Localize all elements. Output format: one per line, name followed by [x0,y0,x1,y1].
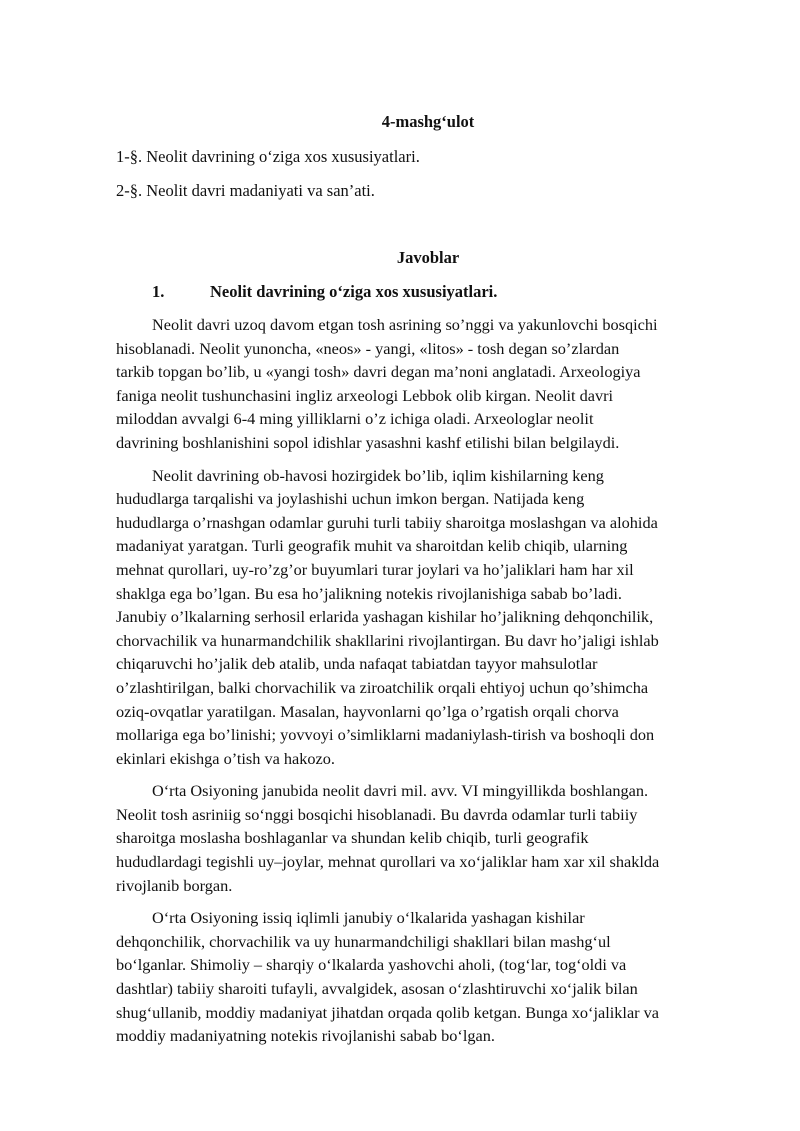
paragraph-line: shug‘ullanib, moddiy madaniyat jihatdan orqada qolib ketgan. Bunga xo‘jaliklar va [116,1002,660,1022]
paragraph-line: hududlardagi tegishli uy–joylar, mehnat qurollari va xo‘jaliklar ham xar xil shaklda [116,852,660,872]
paragraph-line: hisoblanadi. Neolit yunoncha, «neos» - yangi, «litos» - tosh degan so’zlardan [116,338,620,358]
body-paragraph [116,313,746,455]
paragraph-line: madaniyat yaratgan. Turli geografik muhit va sharoitdan kelib chiqib, ularning [116,536,628,556]
section-heading [152,282,497,302]
paragraph-line: hududlarga tarqalishi va joylashishi uchun imkon bergan. Natijada keng [116,489,585,509]
paragraph-line: dashtlar) tabiiy sharoiti tufayli, avvalgidek, asosan o‘zlashtiruvchi xo‘jalik bilan [116,979,638,999]
lesson-title: 4-mashg‘ulot [381,112,475,131]
body-paragraph [116,906,746,1048]
paragraph-line: oziq-ovqatlar yaratilgan. Masalan, hayvonlarni qo’lga o’rgatish orqali chorva [116,701,619,721]
paragraph-line: mollariga ega bo’linishi; yovvoyi o’simliklarni madaniylash-tirish va boshoqli don [116,725,655,745]
paragraph-line: bo‘lganlar. Shimoliy – sharqiy o‘lkalarda yashovchi aholi, (tog‘lar, tog‘oldi va [116,955,627,975]
paragraph-line: tarkib topgan bo’lib, u «yangi tosh» davri degan ma’noni anglatadi. Arxeologiya [116,362,641,382]
body-paragraph [116,779,746,897]
paragraph-line: mehnat qurollari, uy-ro’zg’or buyumlari turar joylari va ho’jaliklari ham har xil [116,559,634,579]
answers-title: Javoblar [396,248,460,267]
paragraph-line: dehqonchilik, chorvachilik va uy hunarmandchiligi shakllari bilan mashg‘ul [116,931,611,951]
paragraph-line: o’zlashtirilgan, balki chorvachilik va ziroatchilik orqali ehtiyoj uchun qo’shimcha [116,677,649,697]
paragraph-line: faniga neolit tushunchasini ingliz arxeologi Lebbok olib kirgan. Neolit davri [116,385,614,405]
paragraph-line: Janubiy o’lkalarning serhosil erlarida yashagan kishilar ho’jalikning dehqonchilik, [116,607,654,627]
body-text [116,313,746,1057]
topic-item-2: 2-§. Neolit davri madaniyati va san’ati. [116,181,375,200]
paragraph-line: sharoitga moslasha boshlaganlar va shundan kelib chiqib, turli geografik [116,828,589,848]
paragraph-line: rivojlanib borgan. [116,875,233,895]
paragraph-line: moddiy madaniyatning notekis rivojlanishi sabab bo‘lgan. [116,1026,495,1046]
section-number: 1. [152,282,165,301]
topic-item-1: 1-§. Neolit davrining o‘ziga xos xususiyatlari. [116,147,420,166]
paragraph-line: davrining boshlanishini sopol idishlar yasashni kashf etilishi bilan belgilaydi. [116,432,620,452]
paragraph-line: chiqaruvchi ho’jalik deb atalib, unda nafaqat tabiatdan tayyor mahsulotlar [116,654,598,674]
paragraph-line: Neolit davri uzoq davom etgan tosh asrining so’nggi va yakunlovchi bosqichi [152,315,658,334]
paragraph-line: miloddan avvalgi 6-4 ming yilliklarni o’z ichiga oladi. Arxeologlar neolit [116,409,594,429]
paragraph-line: O‘rta Osiyoning janubida neolit davri mil. avv. VI mingyillikda boshlangan. [152,781,649,801]
paragraph-line: O‘rta Osiyoning issiq iqlimli janubiy o‘lkalarida yashagan kishilar [152,908,585,928]
section-title: Neolit davrining o‘ziga xos xususiyatlari. [210,282,498,301]
paragraph-line: Neolit tosh asriniig so‘nggi bosqichi hisoblanadi. Bu davrda odamlar turli tabiiy [116,804,638,824]
paragraph-line: Neolit davrining ob-havosi hozirgidek bo’lib, iqlim kishilarning keng [152,465,604,485]
body-paragraph [116,464,746,771]
paragraph-line: chorvachilik va hunarmandchilik shakllarini rivojlantirgan. Bu davr ho’jaligi ishlab [116,630,659,650]
paragraph-line: ekinlari ekishga o’tish va hakozo. [116,748,335,768]
paragraph-line: hududlarga o’rnashgan odamlar guruhi turli tabiiy sharoitga moslashgan va alohida [116,512,658,532]
paragraph-line: shaklga ega bo’lgan. Bu esa ho’jalikning notekis rivojlanishiga sabab bo’ladi. [116,583,622,603]
